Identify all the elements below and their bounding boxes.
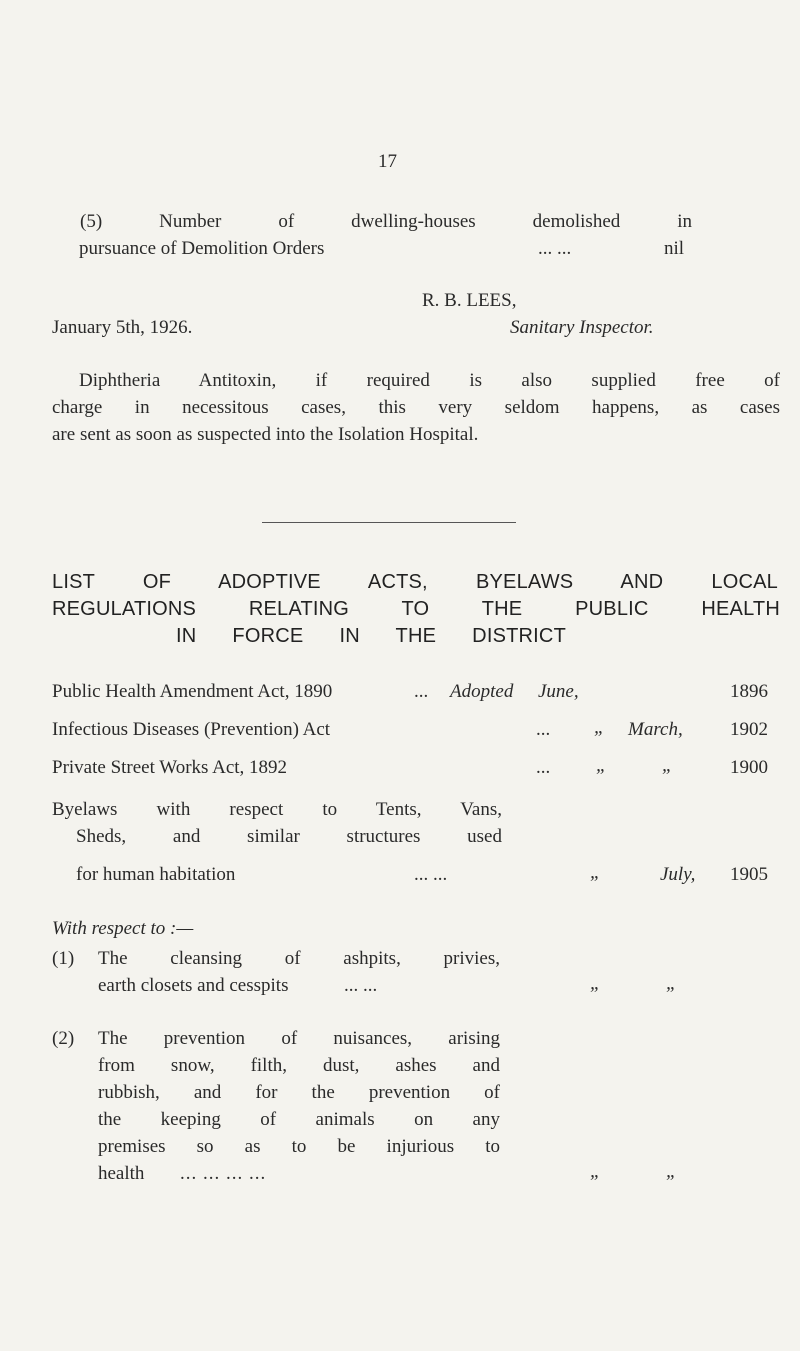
sub2-line2: from snow, filth, dust, ashes and	[98, 1055, 500, 1076]
sub2-line5: premises so as to be injurious to	[98, 1136, 500, 1157]
diphtheria-line1: Diphtheria Antitoxin, if required is also supplied free of	[79, 370, 780, 391]
page-number: 17	[378, 151, 397, 172]
sub1-leader: ... ...	[344, 975, 378, 996]
sub2-line1: The prevention of nuisances, arising	[98, 1028, 500, 1049]
item5-line2: pursuance of Demolition Orders	[79, 238, 325, 259]
byelaws-status: „	[590, 862, 601, 883]
sub1-number: (1)	[52, 948, 75, 969]
act-name: Private Street Works Act, 1892	[52, 757, 288, 778]
act-year: 1900	[730, 757, 768, 778]
sub2-ditto: „	[590, 1161, 601, 1182]
byelaws-line1: Byelaws with respect to Tents, Vans,	[52, 799, 502, 820]
sub1-line1: The cleansing of ashpits, privies,	[98, 948, 500, 969]
act-name: Infectious Diseases (Prevention) Act	[52, 719, 331, 740]
byelaws-leader: ... ...	[414, 864, 448, 885]
sub2-line6: health	[98, 1163, 145, 1184]
signature-name: R. B. LEES,	[422, 290, 517, 311]
act-name: Public Health Amendment Act, 1890	[52, 681, 333, 702]
list-heading-line2: REGULATIONS RELATING TO THE PUBLIC HEALTH	[52, 598, 780, 620]
sub1-ditto: „	[666, 973, 677, 994]
act-month: March,	[628, 719, 683, 740]
act-leader: ...	[536, 719, 551, 740]
sub2-line4: the keeping of animals on any	[98, 1109, 500, 1130]
sub1-ditto: „	[590, 973, 601, 994]
act-month: „	[662, 755, 673, 776]
act-status: „	[594, 717, 605, 738]
act-leader: ...	[414, 681, 429, 702]
list-heading-line3: IN FORCE IN THE DISTRICT	[176, 625, 566, 647]
act-status: Adopted	[450, 681, 514, 702]
act-leader: ...	[536, 757, 551, 778]
list-heading-line1: LIST OF ADOPTIVE ACTS, BYELAWS AND LOCAL	[52, 571, 778, 593]
sub2-line3: rubbish, and for the prevention of	[98, 1082, 500, 1103]
item5-leader: ... ...	[538, 238, 572, 259]
act-status: „	[596, 755, 607, 776]
byelaws-month: July,	[660, 864, 696, 885]
sub2-ditto: „	[666, 1161, 677, 1182]
byelaws-line3: for human habitation	[76, 864, 236, 885]
act-year: 1896	[730, 681, 768, 702]
sub2-leader: ... ... ... ...	[180, 1163, 267, 1184]
signature-title: Sanitary Inspector.	[510, 317, 654, 338]
byelaws-year: 1905	[730, 864, 768, 885]
section-divider	[262, 522, 516, 523]
byelaws-line2: Sheds, and similar structures used	[76, 826, 502, 847]
item5-value: nil	[664, 238, 685, 259]
sub1-line2: earth closets and cesspits	[98, 975, 289, 996]
act-year: 1902	[730, 719, 768, 740]
diphtheria-line2: charge in necessitous cases, this very seldom happens, as cases	[52, 397, 780, 418]
item5-line1: (5) Number of dwelling-houses demolished in	[80, 211, 692, 232]
signature-date: January 5th, 1926.	[52, 317, 193, 338]
with-respect-heading: With respect to :—	[52, 918, 194, 939]
act-month: June,	[538, 681, 579, 702]
diphtheria-line3: are sent as soon as suspected into the Isolation Hospital.	[52, 424, 479, 445]
sub2-number: (2)	[52, 1028, 75, 1049]
